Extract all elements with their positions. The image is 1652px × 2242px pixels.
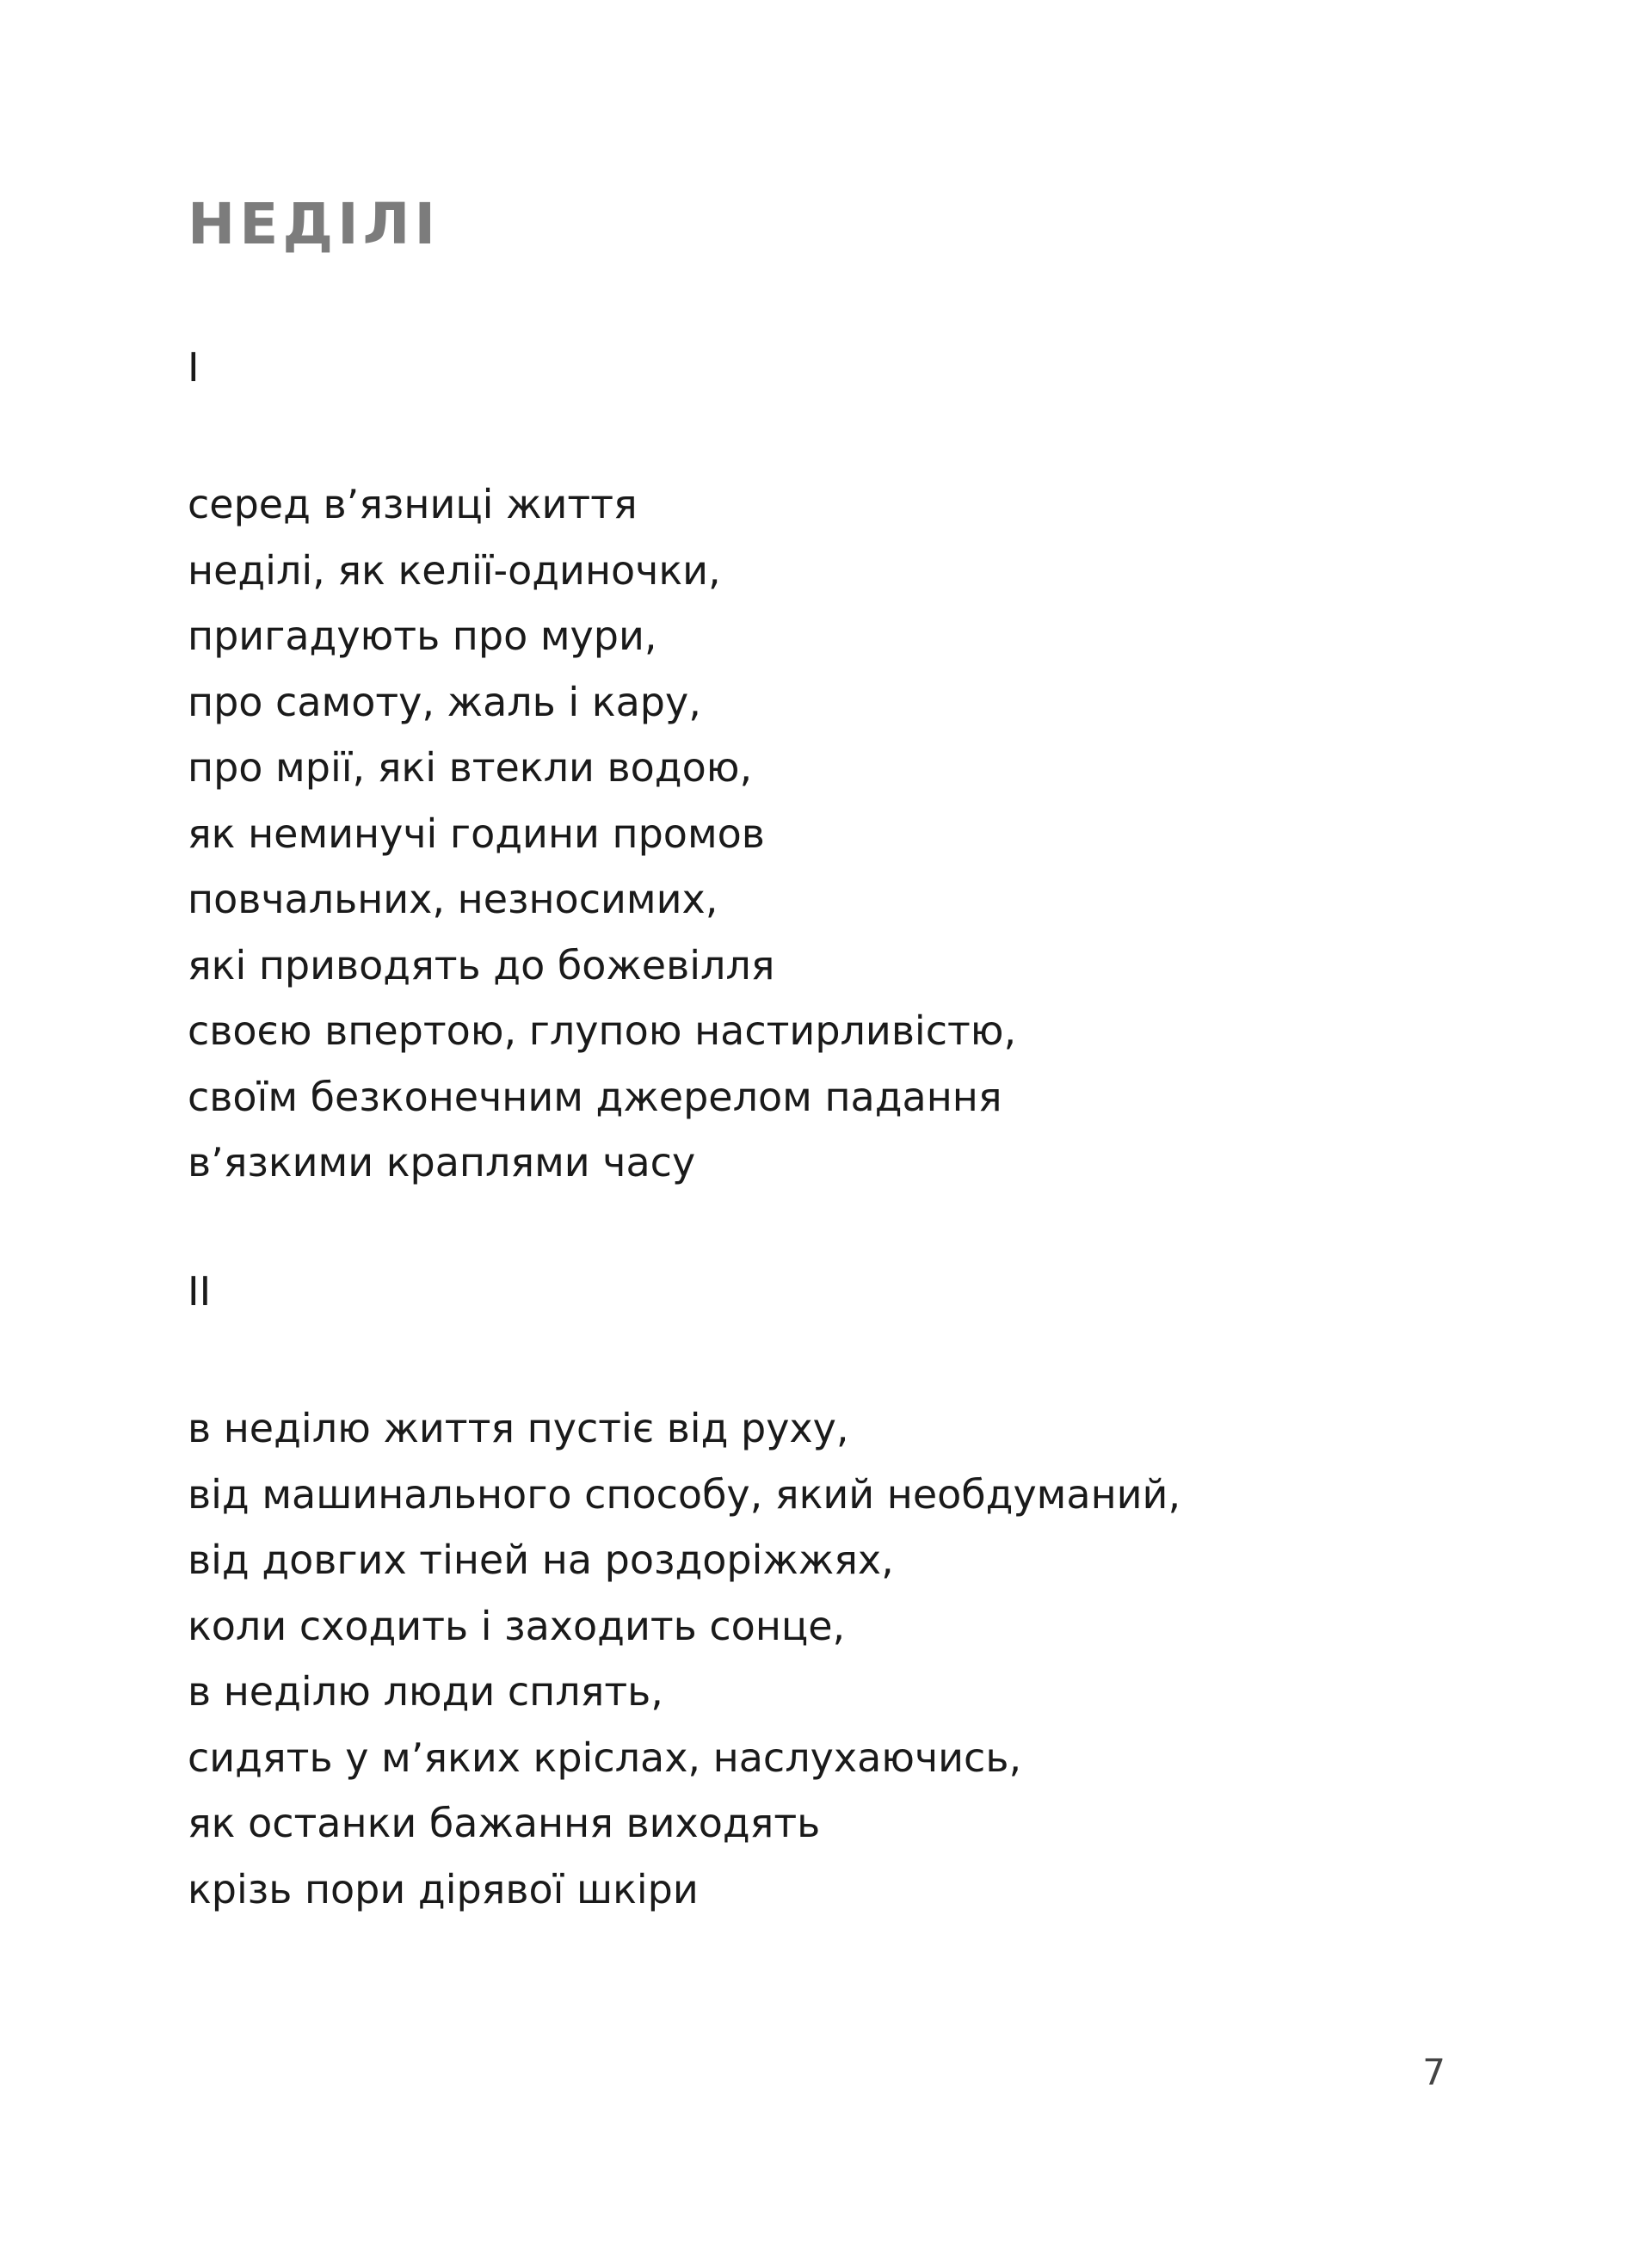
verse-line: повчальних, незносимих, bbox=[188, 876, 718, 922]
section-numeral-2: II bbox=[188, 1268, 212, 1315]
verse-line: в неділю життя пустіє від руху, bbox=[188, 1405, 849, 1451]
verse-line: своїм безконечним джерелом падання bbox=[188, 1073, 1002, 1120]
stanza-1 bbox=[188, 471, 1016, 1196]
verse-line: своєю впертою, глупою настирливістю, bbox=[188, 1007, 1017, 1054]
verse-line: в неділю люди сплять, bbox=[188, 1668, 663, 1715]
verse-line: від довгих тіней на роздоріжжях, bbox=[188, 1537, 894, 1583]
page-number: 7 bbox=[1422, 2051, 1446, 2093]
verse-line: про мрії, які втекли водою, bbox=[188, 744, 753, 791]
verse-line: які приводять до божевілля bbox=[188, 941, 775, 989]
verse-line: крізь пори дірявої шкіри bbox=[188, 1865, 699, 1912]
poem-title: НЕДІЛІ bbox=[188, 191, 441, 257]
verse-line: як останки бажання виходять bbox=[188, 1800, 821, 1846]
verse-line: від машинального способу, який необдуманий, bbox=[188, 1470, 1181, 1518]
verse-line: коли сходить і заходить сонце, bbox=[188, 1602, 846, 1649]
verse-line: як неминучі години промов bbox=[188, 810, 765, 857]
verse-line: в’язкими краплями часу bbox=[188, 1139, 696, 1186]
verse-line: пригадують про мури, bbox=[188, 613, 657, 659]
verse-line: неділі, як келії-одиночки, bbox=[188, 546, 721, 594]
section-numeral-1: I bbox=[188, 344, 200, 391]
verse-line: про самоту, жаль і кару, bbox=[188, 678, 701, 725]
stanza-2 bbox=[188, 1395, 1180, 1922]
verse-line: серед в’язниці життя bbox=[188, 481, 638, 527]
verse-line: сидять у м’яких кріслах, наслухаючись, bbox=[188, 1734, 1022, 1781]
